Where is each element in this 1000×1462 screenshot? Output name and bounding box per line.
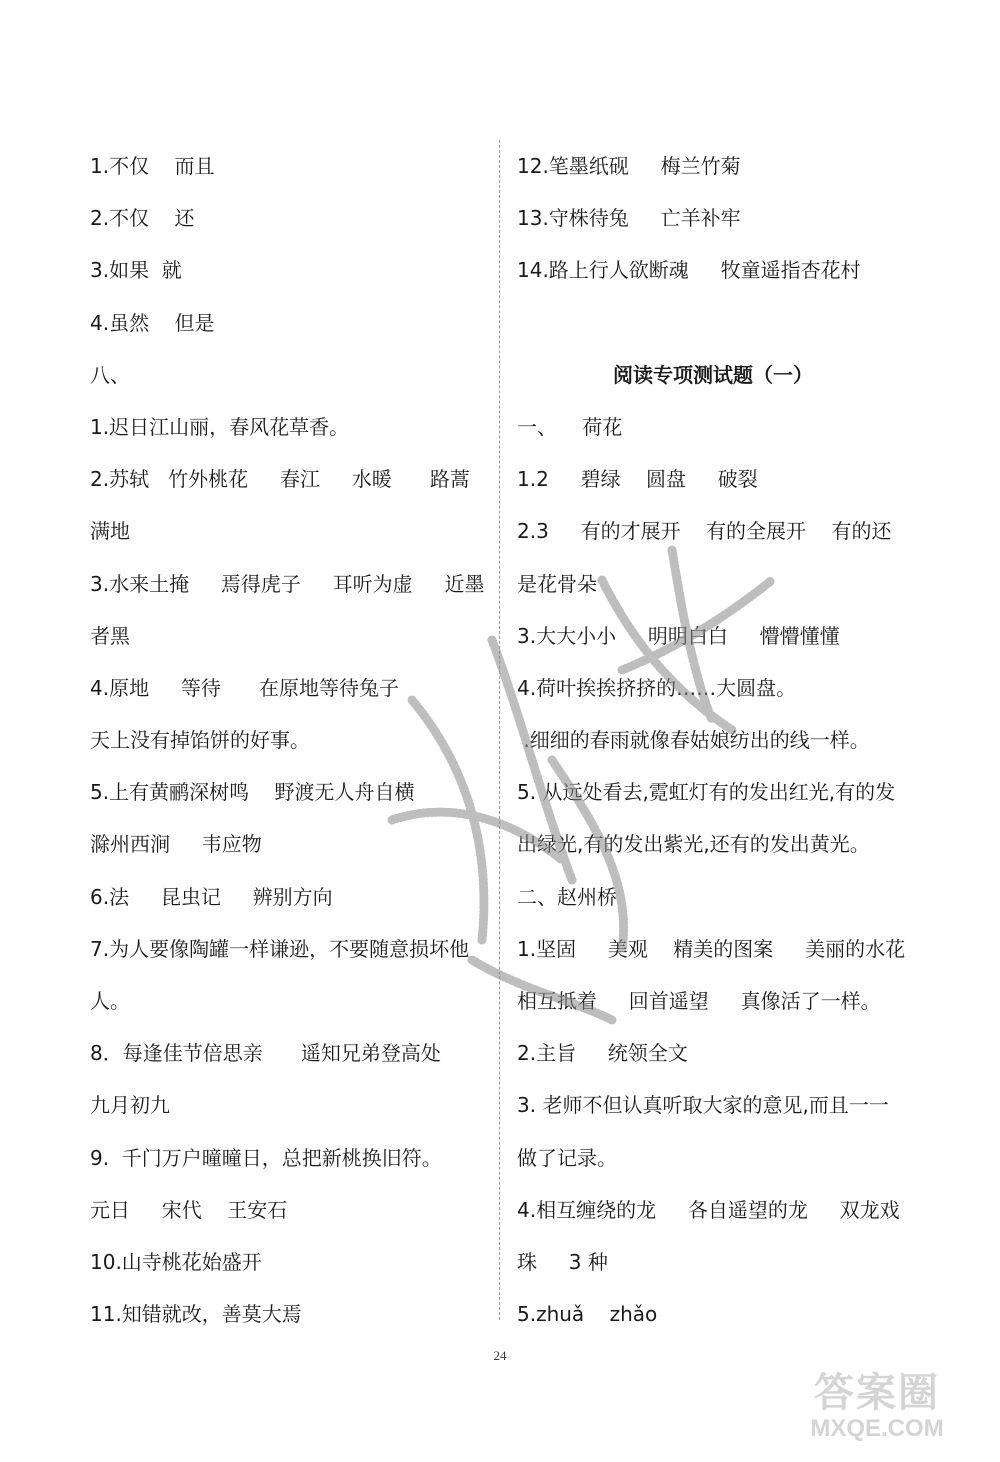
answer-line: 滁州西涧 韦应物 [90, 832, 262, 857]
answer-line: 4.相互缠绕的龙 各自遥望的龙 双龙戏 [517, 1197, 900, 1222]
logo-mark: 答案圈 [814, 1370, 940, 1416]
answer-line: 14.路上行人欲断魂 牧童遥指杏花村 [517, 258, 861, 283]
answer-line: 1.不仅 而且 [90, 154, 215, 178]
answer-line: 2.3 有的才展开 有的全展开 有的还 [517, 519, 892, 544]
column-divider [499, 140, 500, 1320]
answer-line: 4.虽然 但是 [90, 310, 215, 335]
right-answer-column [517, 140, 909, 1340]
answer-line: 1.迟日江山丽，春风花草香。 [90, 414, 350, 439]
answer-line: 1.坚固 美观 精美的图案 美丽的水花 [517, 936, 906, 961]
answer-line: 2.苏轼 竹外桃花 春江 水暖 路蒿 [90, 467, 470, 492]
answer-line: 珠 3 种 [517, 1249, 608, 1274]
answer-line: 9. 千门万户曈曈日，总把新桃换旧符。 [90, 1145, 442, 1170]
answer-line: 1.2 碧绿 圆盘 破裂 [517, 467, 758, 492]
answer-line: 5. 从远处看去,霓虹灯有的发出红光,有的发 [517, 780, 896, 805]
answer-line: 一、 荷花 [517, 414, 623, 439]
answer-line: 元日 宋代 王安石 [90, 1197, 288, 1222]
answer-line: 3.如果 就 [90, 258, 182, 283]
answer-line: 人。 [90, 989, 130, 1013]
answer-line: 者黑 [90, 623, 130, 648]
answer-line: 八、 [90, 362, 130, 387]
answer-line: 4.荷叶挨挨挤挤的……大圆盘。 [517, 675, 797, 700]
answer-line: 出绿光,有的发出紫光,还有的发出黄光。 [517, 832, 870, 857]
answer-line: 12.笔墨纸砚 梅兰竹菊 [517, 154, 741, 178]
left-answer-column [90, 140, 485, 1340]
answer-line: 是花骨朵 [517, 571, 597, 596]
answer-line: 6.法 昆虫记 辨别方向 [90, 884, 333, 909]
answer-line: 5.zhuǎ zhǎo [517, 1302, 658, 1327]
answer-line: 11.知错就改，善莫大焉 [90, 1302, 302, 1327]
answer-line: 3.水来土掩 焉得虎子 耳听为虚 近墨 [90, 571, 485, 596]
answer-line: 3. 老师不但认真听取大家的意见,而且一一 [517, 1093, 889, 1118]
answer-line: 8．每逢佳节倍思亲 遥知兄弟登高处 [90, 1041, 441, 1066]
answer-line: 5.上有黄鹂深树鸣 野渡无人舟自横 [90, 780, 415, 805]
answer-line: 天上没有掉馅饼的好事。 [90, 728, 310, 753]
answer-line: 4.原地 等待 在原地等待兔子 [90, 675, 400, 700]
answer-line: 10.山寺桃花始盛开 [90, 1249, 262, 1274]
answer-line: 满地 [90, 519, 130, 544]
section-heading: 阅读专项测试题（一） [613, 362, 813, 387]
answer-line: 2.主旨 统领全文 [517, 1041, 688, 1066]
site-logo [772, 1370, 982, 1448]
answer-line: 二、赵州桥 [517, 884, 617, 909]
answer-line: 13.守株待兔 亡羊补牢 [517, 206, 741, 231]
answer-line: 2.不仅 还 [90, 206, 195, 231]
logo-domain: MXQE.COM [810, 1415, 944, 1442]
answer-line: 九月初九 [90, 1093, 170, 1118]
answer-line: 7.为人要像陶罐一样谦逊，不要随意损坏他 [90, 936, 470, 961]
answer-line: 做了记录。 [517, 1145, 617, 1170]
page-number: 24 [493, 1348, 507, 1363]
answer-line: .细细的春雨就像春姑娘纺出的线一样。 [517, 728, 870, 753]
answer-line: 3.大大小小 明明白白 懵懵懂懂 [517, 623, 840, 648]
answer-line: 相互抵着 回首遥望 真像活了一样。 [517, 989, 881, 1013]
answer-line [517, 297, 909, 349]
